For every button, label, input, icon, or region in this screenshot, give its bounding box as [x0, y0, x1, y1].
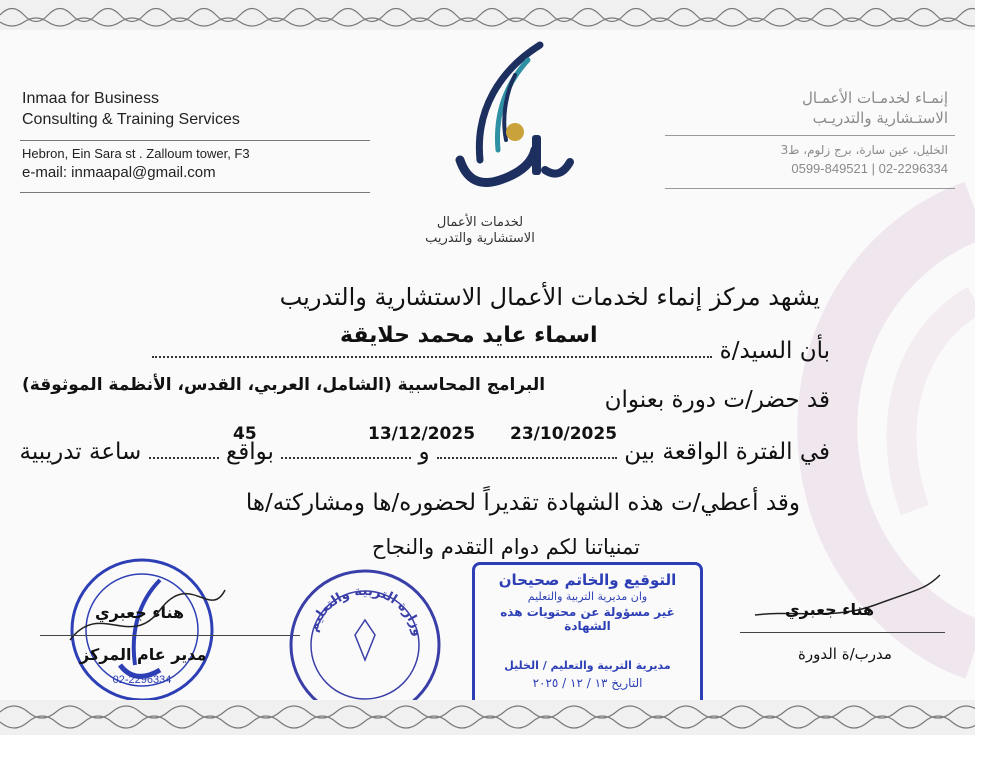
logo-caption-line1: لخدمات الأعمال	[436, 215, 524, 230]
rate-label: بواقع	[225, 439, 274, 465]
trainer-title: مدرب/ة الدورة	[798, 645, 892, 663]
date-from: 23/10/2025	[510, 424, 618, 444]
wishes-text: تمنياتنا لكم دوام التقدم والنجاح	[371, 535, 640, 559]
svg-text:وزارة التربية والتعليم	[306, 584, 425, 638]
company-address-ar: الخليل، عين سارة، برج زلوم، ط3	[780, 143, 948, 157]
director-title: مدير عام المركز	[80, 645, 207, 664]
recipient-name: اسماء عايد محمد حلايقة	[340, 323, 598, 348]
stamp-date: التاريخ ١٣ / ١٢ / ٢٠٢٥	[532, 676, 643, 690]
recipient-label: بأن السيد/ة	[719, 338, 830, 364]
course-title: البرامج المحاسبية (الشامل، العربي، القدس، الأنظمة الموثوقة)	[22, 375, 546, 395]
header-rule-ar-2	[665, 188, 955, 189]
stamp-title: التوقيع والخاتم صحيحان	[498, 571, 677, 589]
ministry-verification-stamp	[472, 562, 703, 708]
bottom-ornament-border	[0, 700, 975, 735]
logo-caption	[400, 215, 560, 247]
stamp-line3: غير مسؤولة عن محتويات هذه الشهادة	[500, 605, 675, 633]
date-to: 13/12/2025	[368, 424, 476, 444]
stamp-line4: مديرية التربية والتعليم / الخليل	[504, 659, 671, 672]
director-signature-line	[40, 635, 300, 636]
header-rule-en-2	[20, 192, 370, 193]
ministry-seal-text: وزارة التربية والتعليم	[305, 583, 426, 638]
header-rule-ar-1	[665, 135, 955, 136]
certificate-intro: يشهد مركز إنماء لخدمات الأعمال الاستشارية والتدريب	[279, 283, 820, 311]
director-signature-name: هناء جعبري	[95, 603, 185, 622]
stamp-line2: وان مديرية التربية والتعليم	[527, 590, 648, 603]
and-label: و	[418, 439, 430, 465]
hours-label: ساعة تدريبية	[19, 439, 142, 465]
company-name-en-line2: Consulting & Training Services	[22, 111, 240, 128]
award-text: وقد أعطي/ت هذه الشهادة تقديراً لحضوره/ها ومشاركته/ها	[245, 490, 800, 516]
trainer-signature-line	[740, 632, 945, 633]
inmaa-logo-icon	[420, 40, 580, 190]
hours-dotted-line	[149, 437, 219, 459]
company-email: e-mail: inmaapal@gmail.com	[22, 164, 216, 181]
period-label: في الفترة الواقعة بين	[624, 439, 830, 465]
logo-caption-line2: الاستشارية والتدريب	[425, 231, 535, 246]
arabic-header	[688, 88, 948, 176]
company-phone: 0599-849521 | 02-2296334	[791, 161, 948, 176]
english-header	[22, 88, 322, 181]
header-rule-en-1	[20, 140, 370, 141]
trainer-signature-name: هناء جعبري	[785, 600, 875, 619]
hours-value: 45	[233, 424, 257, 444]
company-name-en-line1: Inmaa for Business	[22, 90, 159, 107]
stamp-phone: 02-2296334	[112, 674, 172, 686]
company-address-en: Hebron, Ein Sara st . Zalloum tower, F3	[22, 146, 250, 161]
course-line	[605, 387, 830, 413]
course-label: قد حضر/ت دورة بعنوان	[604, 387, 830, 413]
top-ornament-border	[0, 0, 975, 30]
company-name-ar-line1: إنمـاء لخدمـات الأعمـال	[801, 89, 948, 107]
company-name-ar-line2: الاستـشارية والتدريـب	[812, 109, 948, 127]
